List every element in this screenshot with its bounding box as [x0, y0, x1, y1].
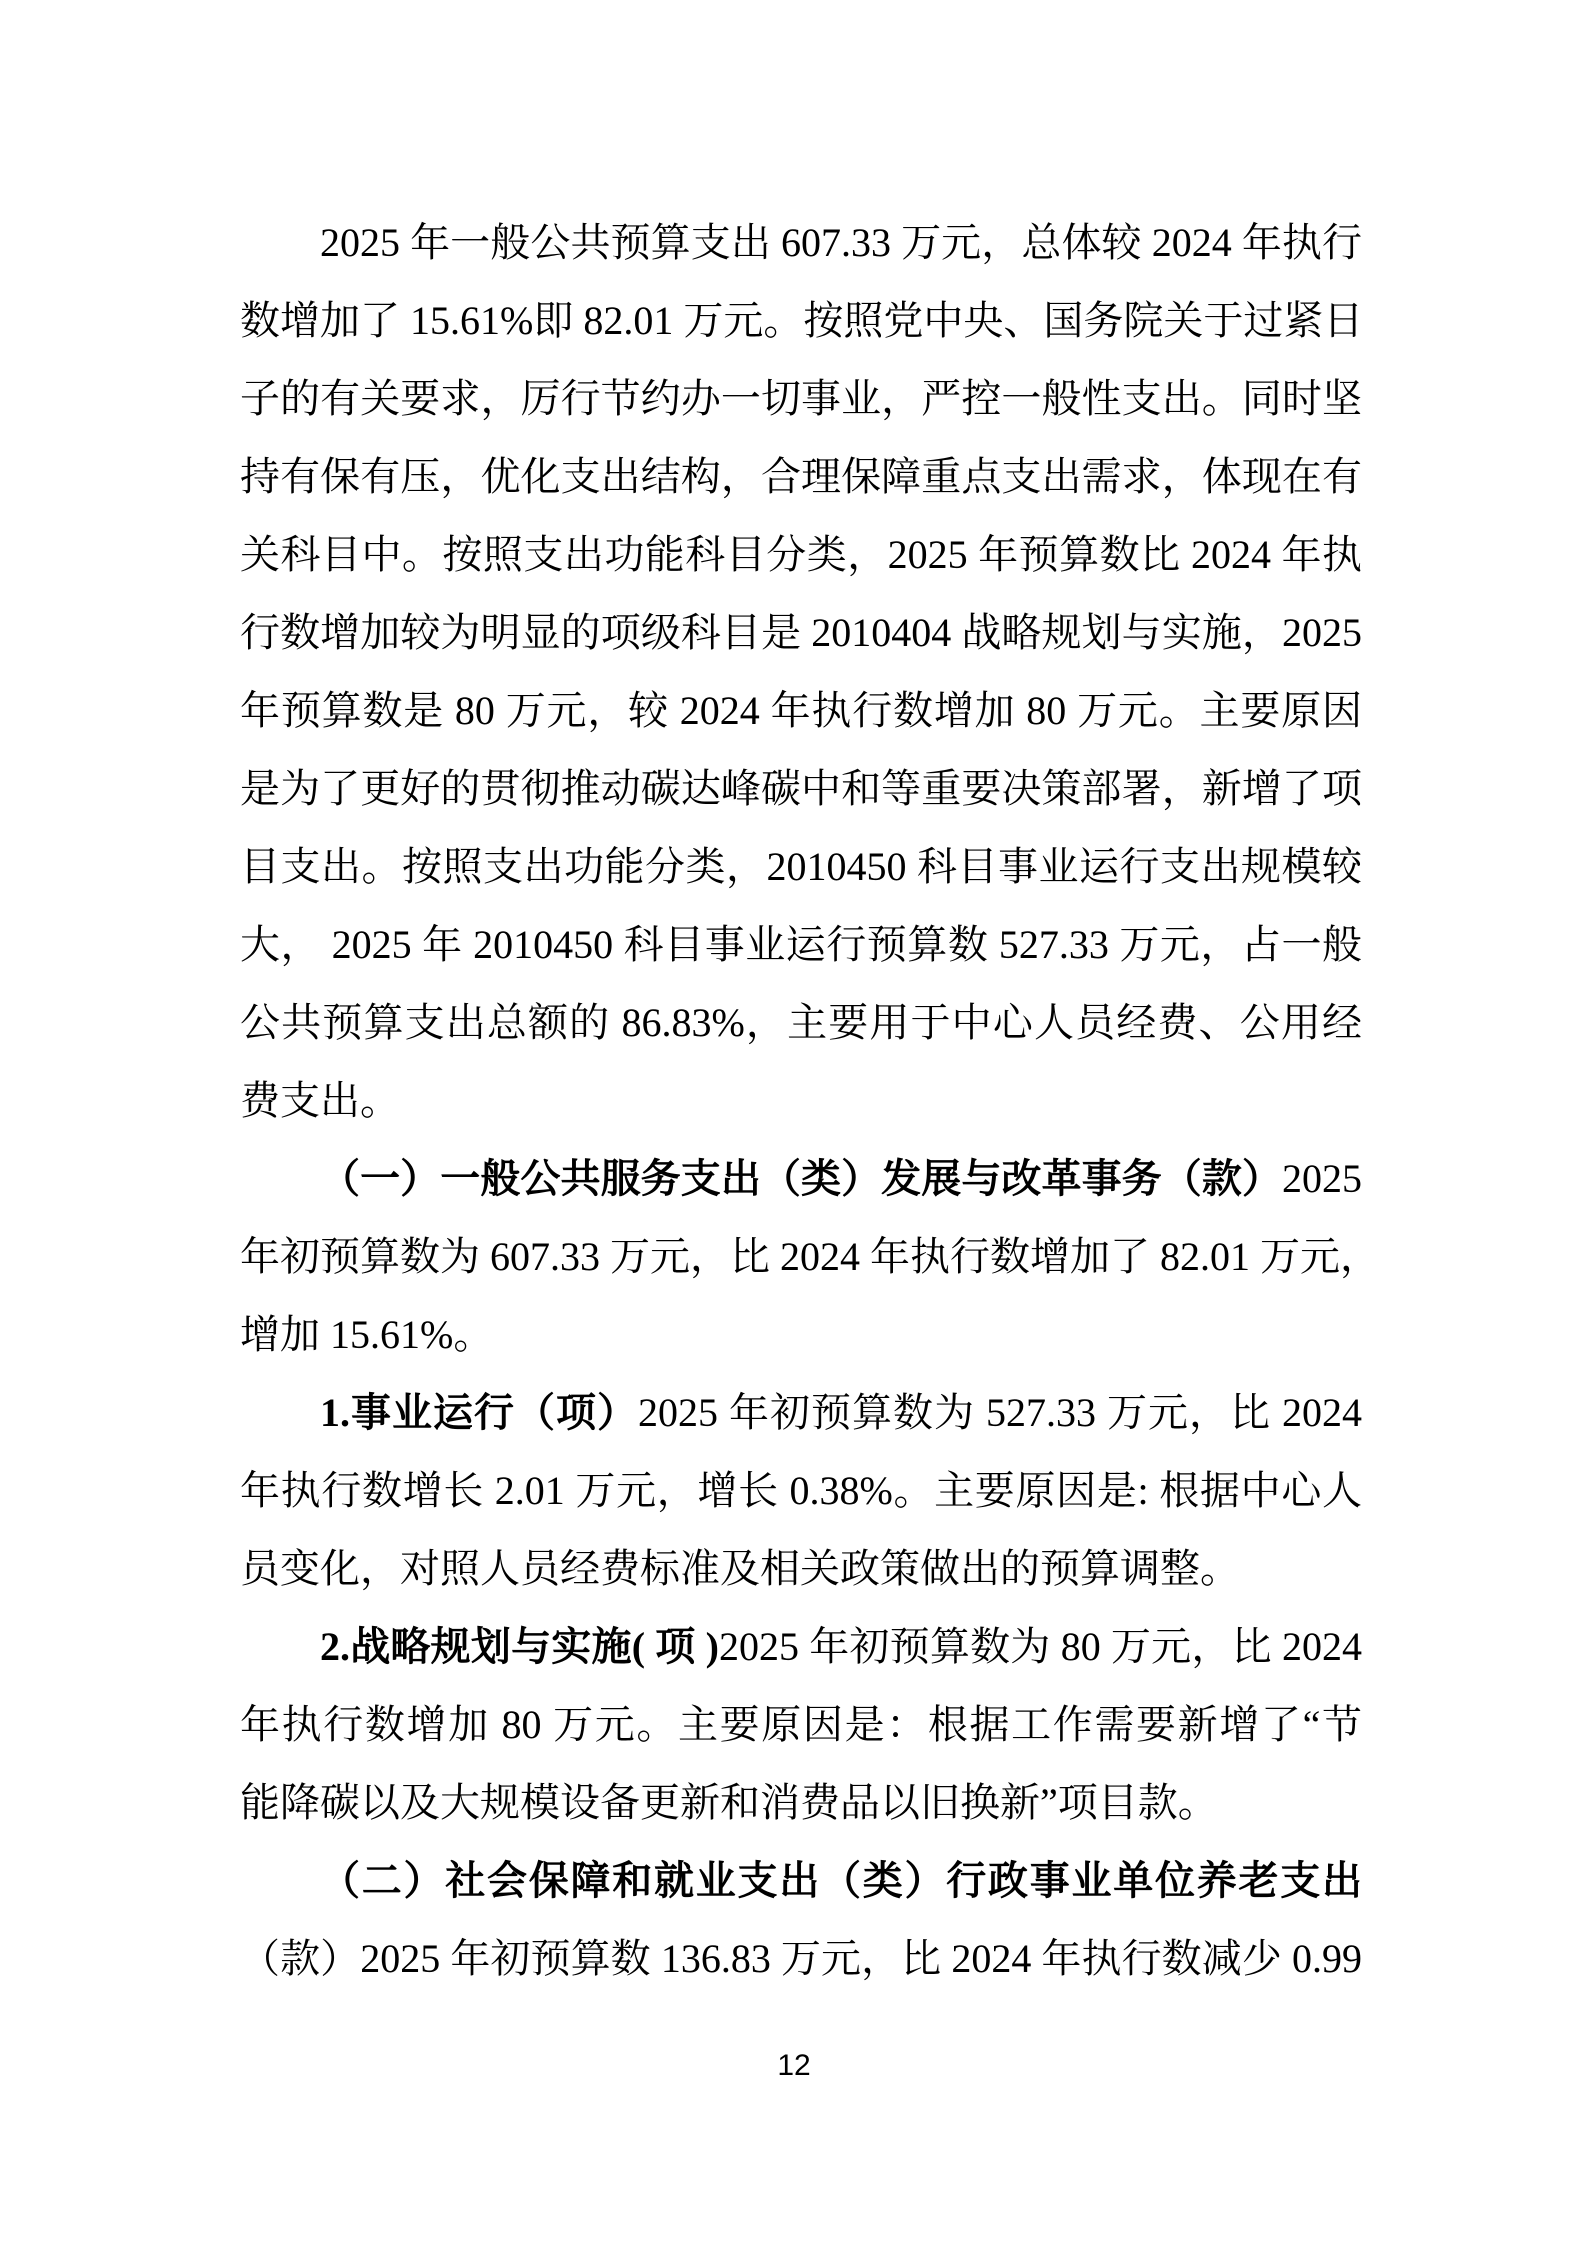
- text-line: [240, 516, 1362, 594]
- body-text-segment: 行数增加较为明显的项级科目是 2010404 战略规划与实施，2025: [240, 610, 1362, 655]
- text-line: [240, 1218, 1380, 1296]
- text-line: [240, 282, 1362, 360]
- body-text-segment: 是为了更好的贯彻推动碳达峰碳中和等重要决策部署，新增了项: [240, 766, 1362, 811]
- body-text-segment: 年初预算数为 607.33 万元，比 2024 年执行数增加了 82.01 万元，: [240, 1234, 1380, 1279]
- subheading-segment: 2.战略规划与实施( 项 ): [320, 1624, 719, 1669]
- body-text-segment: 持有保有压，优化支出结构，合理保障重点支出需求，体现在有: [240, 454, 1362, 499]
- text-line: [240, 1686, 1362, 1764]
- text-line: [240, 1842, 1362, 1920]
- body-text-segment: 年执行数增长 2.01 万元，增长 0.38%。主要原因是: 根据中心人: [240, 1468, 1362, 1513]
- section-heading-segment: （一）一般公共服务支出（类）发展与改革事务（款）: [320, 1157, 1282, 1201]
- body-text-segment: 数增加了 15.61%即 82.01 万元。按照党中央、国务院关于过紧日: [240, 298, 1364, 343]
- body-text-segment: 2025 年初预算数为 527.33 万元，比 2024: [638, 1390, 1362, 1435]
- body-text-segment: 员变化，对照人员经费标准及相关政策做出的预算调整。: [240, 1546, 1240, 1591]
- body-text-segment: 能降碳以及大规模设备更新和消费品以旧换新”项目款。: [240, 1780, 1218, 1825]
- text-line: [240, 1296, 1362, 1374]
- text-line: [240, 1452, 1362, 1530]
- text-line: [240, 672, 1362, 750]
- body-text-segment: 2025: [1282, 1156, 1362, 1201]
- text-line: [240, 1062, 1362, 1140]
- text-line: [240, 1608, 1362, 1686]
- body-text-segment: 费支出。: [240, 1078, 400, 1123]
- text-line: [240, 594, 1362, 672]
- body-text-segment: 大， 2025 年 2010450 科目事业运行预算数 527.33 万元，占一般: [240, 922, 1362, 967]
- page-number: 12: [777, 2049, 811, 2082]
- body-text-segment: （款）2025 年初预算数 136.83 万元，比 2024 年执行数减少 0.99: [240, 1936, 1362, 1981]
- text-block: [240, 204, 1380, 1998]
- subheading-segment: 1.事业运行（项）: [320, 1390, 638, 1435]
- text-line: [240, 828, 1362, 906]
- body-text-segment: 目支出。按照支出功能分类，2010450 科目事业运行支出规模较: [240, 844, 1362, 889]
- body-text-segment: 子的有关要求，厉行节约办一切事业，严控一般性支出。同时坚: [240, 376, 1362, 421]
- body-text-segment: 2025 年初预算数为 80 万元，比 2024: [719, 1624, 1363, 1669]
- text-line: [240, 438, 1362, 516]
- text-line: [240, 750, 1362, 828]
- body-text-segment: 年执行数增加 80 万元。主要原因是：根据工作需要新增了“节: [240, 1702, 1362, 1747]
- body-text-segment: 公共预算支出总额的 86.83%，主要用于中心人员经费、公用经: [240, 1000, 1362, 1045]
- text-line: [240, 1920, 1362, 1998]
- text-line: [240, 360, 1362, 438]
- body-text-segment: 关科目中。按照支出功能科目分类，2025 年预算数比 2024 年执: [240, 532, 1362, 577]
- text-line: [240, 984, 1362, 1062]
- text-line: [240, 1764, 1362, 1842]
- text-line: [240, 906, 1362, 984]
- body-text-segment: 2025 年一般公共预算支出 607.33 万元，总体较 2024 年执行: [320, 220, 1362, 265]
- text-line: [240, 1530, 1362, 1608]
- text-line: [240, 1374, 1362, 1452]
- text-line: [240, 1140, 1362, 1218]
- body-text-segment: 年预算数是 80 万元，较 2024 年执行数增加 80 万元。主要原因: [240, 688, 1362, 733]
- text-line: [240, 204, 1362, 282]
- body-text-segment: 增加 15.61%。: [240, 1312, 494, 1357]
- section-heading-segment: （二）社会保障和就业支出（类）行政事业单位养老支出: [320, 1859, 1362, 1903]
- page-footer: [0, 2046, 1588, 2086]
